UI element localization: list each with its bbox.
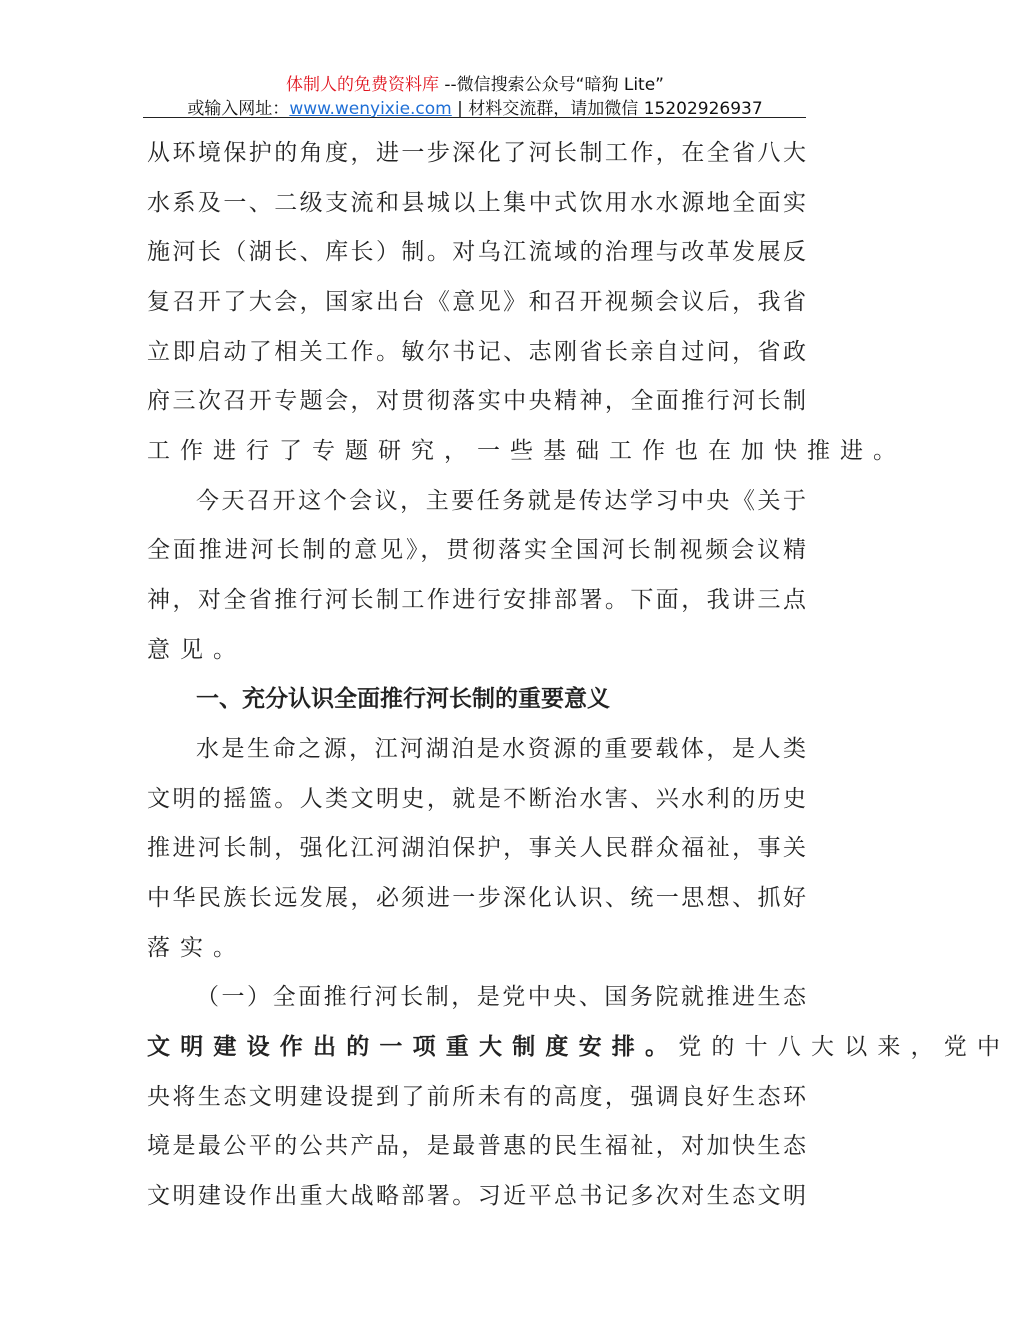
header-line-2 — [0, 94, 950, 119]
section-heading: 一、充分认识全面推行河长制的重要意义 — [196, 686, 610, 712]
text-line: 复召开了大会，国家出台《意见》和召开视频会议后，我省 — [147, 289, 806, 315]
text-line-mixed — [147, 1032, 1010, 1062]
text-line: 央将生态文明建设提到了前所未有的高度，强调良好生态环 — [147, 1084, 806, 1110]
text-line: 意见。 — [147, 637, 246, 663]
text-line: 文明建设作出重大战略部署。习近平总书记多次对生态文明 — [147, 1183, 806, 1209]
header-divider — [143, 117, 806, 118]
text-segment: 党的十八大以来，党中 — [678, 1034, 1010, 1060]
text-line: 全面推进河长制的意见》，贯彻落实全国河长制视频会议精 — [147, 537, 806, 563]
contact-text: | 材料交流群，请加微信 15202926937 — [451, 99, 763, 119]
text-line: 中华民族长远发展，必须进一步深化认识、统一思想、抓好 — [147, 885, 806, 911]
text-line: 立即启动了相关工作。敏尔书记、志刚省长亲自过问，省政 — [147, 339, 806, 365]
text-line: 工作进行了专题研究，一些基础工作也在加快推进。 — [147, 438, 906, 464]
text-line: 落实。 — [147, 935, 246, 961]
text-line: 从环境保护的角度，进一步深化了河长制工作，在全省八大 — [147, 140, 806, 166]
wechat-text: --微信搜索公众号“暗狗 Lite” — [438, 75, 664, 95]
text-line: 神，对全省推行河长制工作进行安排部署。下面，我讲三点 — [147, 587, 806, 613]
text-line: 府三次召开专题会，对贯彻落实中央精神，全面推行河长制 — [147, 388, 806, 414]
text-line: 今天召开这个会议，主要任务就是传达学习中央《关于 — [196, 488, 806, 514]
text-line: 推进河长制，强化江河湖泊保护，事关人民群众福祉，事关 — [147, 835, 806, 861]
subsection-heading: （一）全面推行河长制，是党中央、国务院就推进生态 — [196, 984, 806, 1010]
header-line-1 — [0, 70, 950, 95]
text-line: 水系及一、二级支流和县城以上集中式饮用水水源地全面实 — [147, 190, 806, 216]
text-line: 水是生命之源，江河湖泊是水资源的重要载体，是人类 — [196, 736, 806, 762]
text-line: 境是最公平的公共产品，是最普惠的民生福祉，对加快生态 — [147, 1133, 806, 1159]
brand-text: 体制人的免费资料库 — [285, 75, 439, 95]
text-line: 施河长（湖长、库长）制。对乌江流域的治理与改革发展反 — [147, 239, 806, 265]
subsection-heading-end: 文明建设作出的一项重大制度安排。 — [147, 1033, 679, 1060]
text-line: 文明的摇篮。人类文明史，就是不断治水害、兴水利的历史 — [147, 786, 806, 812]
website-link[interactable]: www.wenyixie.com — [289, 99, 452, 119]
url-prefix: 或输入网址： — [187, 99, 290, 119]
